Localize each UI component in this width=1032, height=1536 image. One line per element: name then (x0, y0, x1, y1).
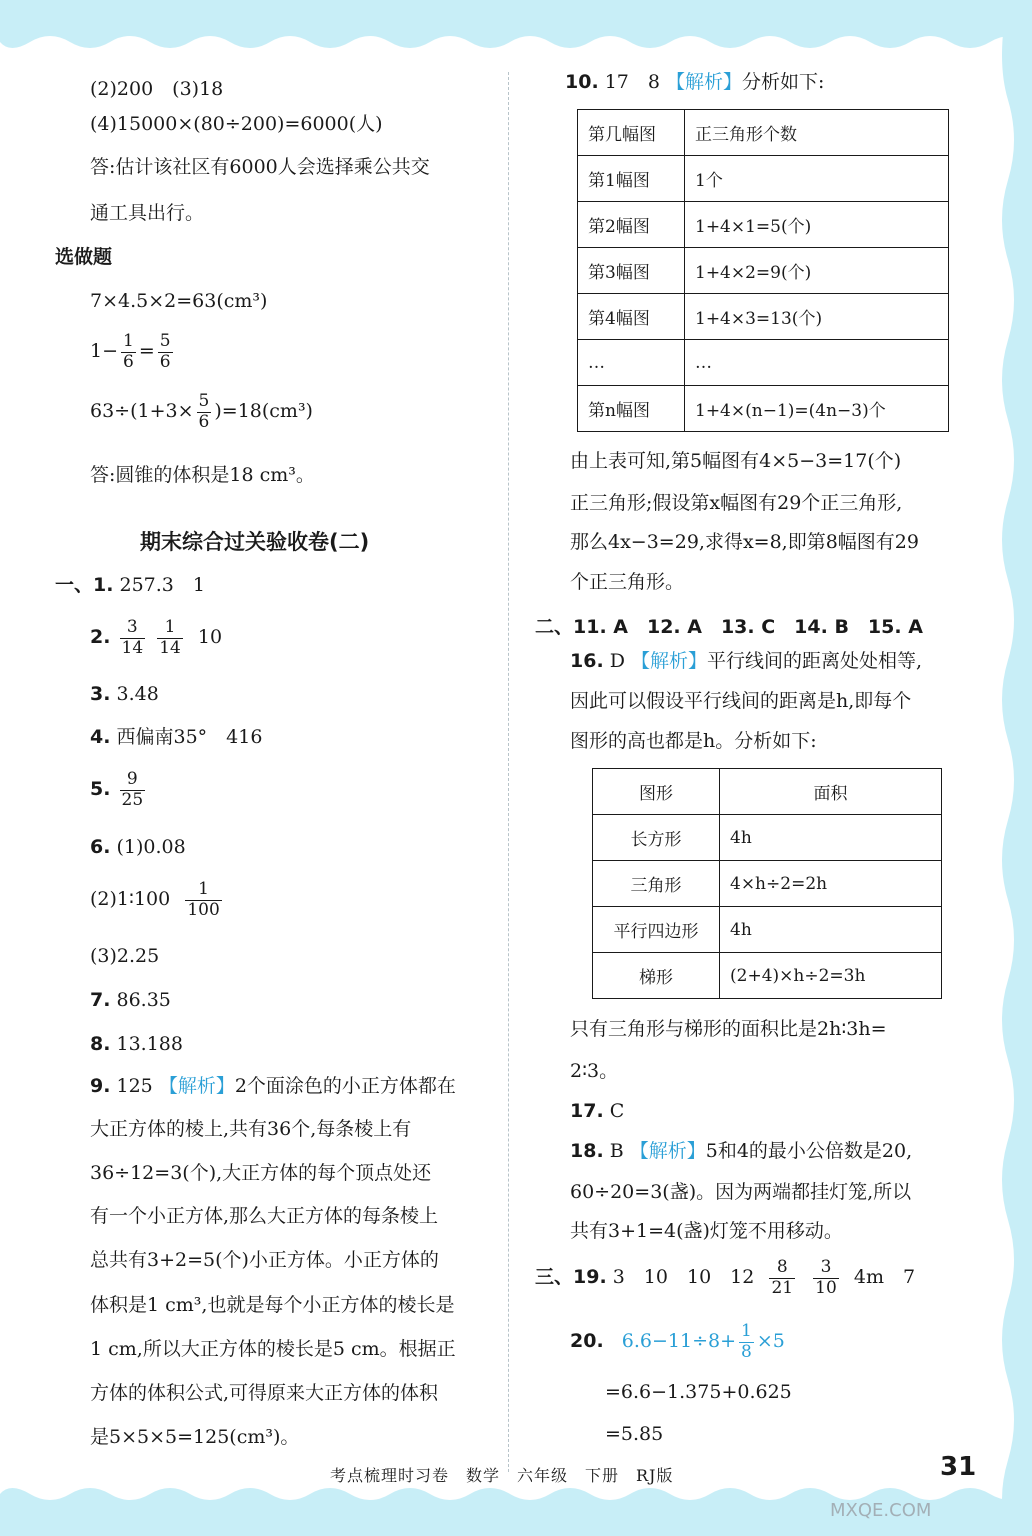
question-16: 16. D 【解析】平行线间的距离处处相等, (570, 650, 923, 672)
explanation-line: 正三角形;假设第x幅图有29个正三角形, (570, 492, 903, 514)
right-wave-border (988, 0, 1032, 1536)
optional-title: 选做题 (55, 246, 113, 268)
table-row: 第4幅图 1+4×3=13(个) (578, 294, 949, 340)
explanation-line: 体积是1 cm³,也就是每个小正方体的棱长是 (90, 1294, 455, 1316)
answer-line: (4)15000×(80÷200)=6000(人) (90, 113, 383, 135)
question-2: 2. $\frac{3}{14}$ $\frac{1}{14}$ 10 (90, 617, 223, 658)
table-row: 第2幅图 1+4×1=5(个) (578, 202, 949, 248)
explanation-line: 有一个小正方体,那么大正方体的每条棱上 (90, 1205, 439, 1227)
column-divider (508, 72, 509, 1472)
question-1: 一、1. 257.3 1 (55, 574, 205, 596)
top-wave-border (0, 0, 1032, 60)
explanation-line: 共有3+1=4(盏)灯笼不用移动。 (570, 1220, 843, 1242)
explanation-line: 因此可以假设平行线间的距离是h,即每个 (570, 690, 912, 712)
fraction-expression: 63÷(1+3× $\frac{5}{6}$ )=18(cm³) (90, 391, 313, 432)
calculation-step: =6.6−1.375+0.625 (605, 1381, 792, 1403)
explanation-line: 大正方体的棱上,共有36个,每条棱上有 (90, 1118, 412, 1140)
explanation-line: 2∶3。 (570, 1060, 619, 1082)
calculation-step: =5.85 (605, 1423, 664, 1445)
explanation-line: 个正三角形。 (570, 571, 685, 593)
question-4: 4. 西偏南35° 416 (90, 726, 263, 748)
answer-line: 通工具出行。 (90, 202, 205, 224)
answer-line: 答:估计该社区有6000人会选择乘公共交 (90, 156, 430, 178)
question-7: 7. 86.35 (90, 989, 171, 1011)
explanation-line: 1 cm,所以大正方体的棱长是5 cm。根据正 (90, 1338, 456, 1360)
table-row: 第1幅图 1个 (578, 156, 949, 202)
watermark: MXQE.COM (830, 1500, 932, 1521)
question-8: 8. 13.188 (90, 1033, 183, 1055)
page-number: 31 (940, 1452, 977, 1482)
table-row: 平行四边形 4h (593, 907, 942, 953)
area-table (592, 768, 942, 999)
explanation-line: 60÷20=3(盏)。因为两端都挂灯笼,所以 (570, 1181, 912, 1203)
question-6-part3: (3)2.25 (90, 945, 160, 967)
question-6-part2: (2)1∶100 $\frac{1}{100}$ (90, 879, 220, 920)
explanation-line: 那么4x−3=29,求得x=8,即第8幅图有29 (570, 531, 919, 553)
answer-line: 答:圆锥的体积是18 cm³。 (90, 464, 315, 486)
explanation-line: 图形的高也都是h。分析如下: (570, 730, 817, 752)
table-row: 梯形 (2+4)×h÷2=3h (593, 953, 942, 999)
answer-line: (2)200 (3)18 (90, 78, 224, 100)
explanation-line: 方体的体积公式,可得原来大正方体的体积 (90, 1382, 439, 1404)
explanation-line: 是5×5×5=125(cm³)。 (90, 1426, 300, 1448)
question-18: 18. B 【解析】5和4的最小公倍数是20, (570, 1140, 913, 1162)
table-row: … … (578, 340, 949, 386)
triangle-count-table (577, 109, 949, 432)
question-5: 5. $\frac{9}{25}$ (90, 769, 144, 810)
table-row: 第3幅图 1+4×2=9(个) (578, 248, 949, 294)
table-header: 面积 (720, 769, 942, 815)
question-6: 6. (1)0.08 (90, 836, 186, 858)
explanation-line: 36÷12=3(个),大正方体的每个顶点处还 (90, 1162, 432, 1184)
question-20: 20. 6.6−11÷8+ $\frac{1}{8}$ ×5 (570, 1321, 785, 1362)
explanation-line: 由上表可知,第5幅图有4×5−3=17(个) (570, 450, 902, 472)
question-10: 10. 17 8 【解析】分析如下: (565, 71, 825, 93)
table-header: 正三角形个数 (685, 110, 949, 156)
table-row: 长方形 4h (593, 815, 942, 861)
table-header: 第几幅图 (578, 110, 685, 156)
table-header: 图形 (593, 769, 720, 815)
explanation-line: 总共有3+2=5(个)小正方体。小正方体的 (90, 1249, 439, 1271)
section-title: 期末综合过关验收卷(二) (140, 530, 370, 554)
answer-line: 7×4.5×2=63(cm³) (90, 290, 268, 312)
fraction-expression: 1− $\frac{1}{6}$ = $\frac{5}{6}$ (90, 331, 171, 372)
question-9: 9. 125 【解析】2个面涂色的小正方体都在 (90, 1075, 456, 1097)
explanation-line: 只有三角形与梯形的面积比是2h∶3h= (570, 1018, 887, 1040)
questions-11-15: 二、11. A 12. A 13. C 14. B 15. A (535, 616, 923, 638)
question-19: 三、19. 3 10 10 12 $\frac{8}{21}$ $\frac{3}{10}$ 4m 7 (535, 1257, 916, 1298)
table-row: 第n幅图 1+4×(n−1)=(4n−3)个 (578, 386, 949, 432)
table-row: 三角形 4×h÷2=2h (593, 861, 942, 907)
question-17: 17. C (570, 1100, 625, 1122)
footer-book-info: 考点梳理时习卷 数学 六年级 下册 RJ版 (330, 1466, 674, 1485)
question-3: 3. 3.48 (90, 683, 159, 705)
